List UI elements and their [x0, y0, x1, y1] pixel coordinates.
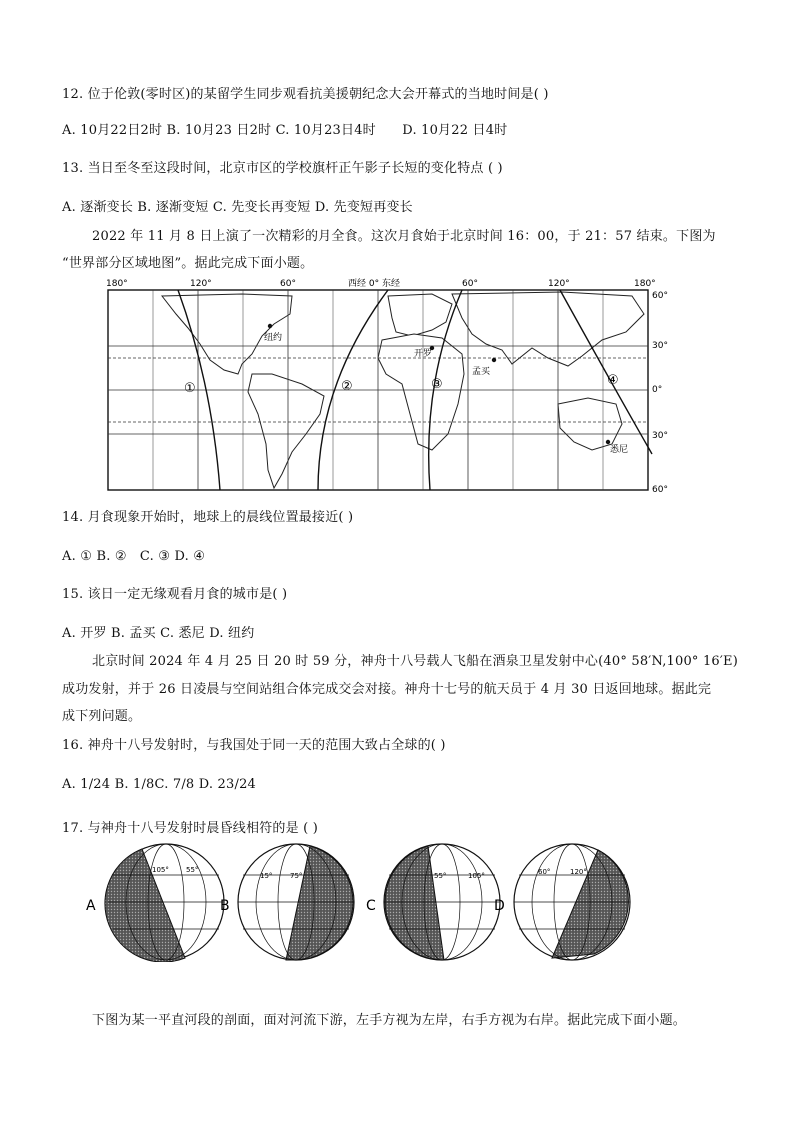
globe-d-letter: D: [494, 898, 505, 914]
globe-a-lon1: 105°: [152, 866, 169, 874]
q14-stem: 14. 月食现象开始时，地球上的晨线位置最接近( ): [62, 510, 354, 525]
city-newyork-dot: [268, 324, 272, 328]
marker-1: ①: [184, 381, 196, 396]
city-mumbai: 孟买: [472, 367, 491, 377]
globe-c: [366, 844, 500, 960]
city-newyork: 纽约: [264, 333, 283, 343]
lat-label-60s: 60°: [652, 485, 668, 495]
map-label-60w: 60°: [280, 279, 296, 289]
city-sydney: 悉尼: [610, 445, 629, 455]
lat-label-30s: 30°: [652, 431, 668, 441]
globe-d-lon2: 120°: [570, 868, 587, 876]
passage1-line2: “世界部分区域地图”。据此完成下面小题。: [62, 256, 314, 271]
world-map: [92, 274, 682, 496]
passage2-line2: 成功发射，并于 26 日凌晨与空间站组合体完成交会对接。神舟十七号的航天员于 4 月 30 日返回地球。据此完: [62, 682, 712, 697]
city-sydney-dot: [606, 440, 610, 444]
globe-b-lon1: 15°: [260, 872, 273, 880]
q15-stem: 15. 该日一定无缘观看月食的城市是( ): [62, 587, 288, 602]
q15-options: A. 开罗 B. 孟买 C. 悉尼 D. 纽约: [62, 626, 255, 641]
lat-label-0: 0°: [652, 385, 663, 395]
map-label-180e: 180°: [634, 279, 656, 289]
globe-b-lon2: 75°: [290, 872, 303, 880]
city-mumbai-dot: [492, 358, 496, 362]
q14-options: A. ① B. ② C. ③ D. ④: [62, 549, 206, 564]
marker-4: ④: [607, 373, 619, 388]
city-cairo: 开罗: [414, 349, 433, 359]
lat-label-60n: 60°: [652, 291, 668, 301]
globe-b: [220, 844, 354, 960]
passage2-line3: 成下列问题。: [62, 709, 142, 724]
lat-label-30n: 30°: [652, 341, 668, 351]
map-label-120e: 120°: [548, 279, 570, 289]
passage3-line1: 下图为某一平直河段的剖面，面对河流下游，左手方视为左岸，右手方视为右岸。据此完成下面小题。: [92, 1013, 687, 1028]
globe-a-lon2: 55°: [186, 866, 199, 874]
globe-c-lon1: 55°: [434, 872, 447, 880]
map-label-prime: 西经 0° 东经: [348, 279, 400, 289]
map-label-180w: 180°: [106, 279, 128, 289]
passage1-line1: 2022 年 11 月 8 日上演了一次精彩的月全食。这次月食始于北京时间 16：00，于 21：57 结束。下图为: [92, 229, 716, 244]
q16-options: A. 1/24 B. 1/8C. 7/8 D. 23/24: [62, 777, 257, 792]
q12-options: A. 10月22日2时 B. 10月23 日2时 C. 10月23日4时 D. 10月22 日4时: [62, 123, 508, 138]
marker-3: ③: [431, 377, 443, 392]
q13-stem: 13. 当日至冬至这段时间，北京市区的学校旗杆正午影子长短的变化特点 ( ): [62, 161, 503, 176]
globe-a-letter: A: [86, 898, 96, 914]
globes-figure: [80, 842, 640, 962]
q17-stem: 17. 与神舟十八号发射时晨昏线相符的是 ( ): [62, 821, 319, 836]
globe-b-letter: B: [220, 898, 230, 914]
q12-stem: 12. 位于伦敦(零时区)的某留学生同步观看抗美援朝纪念大会开幕式的当地时间是( ): [62, 87, 549, 102]
globe-a: [86, 844, 224, 962]
globe-d: [494, 844, 630, 960]
globe-c-lon2: 105°: [468, 872, 485, 880]
map-label-60e: 60°: [462, 279, 478, 289]
map-label-120w: 120°: [190, 279, 212, 289]
q16-stem: 16. 神舟十八号发射时，与我国处于同一天的范围大致占全球的( ): [62, 738, 446, 753]
globe-d-lon1: 60°: [538, 868, 551, 876]
globe-c-letter: C: [366, 898, 376, 914]
passage2-line1: 北京时间 2024 年 4 月 25 日 20 时 59 分，神舟十八号载人飞船在酒泉卫星发射中心(40° 58′N,100° 16′E): [92, 654, 739, 669]
marker-2: ②: [341, 379, 353, 394]
q13-options: A. 逐渐变长 B. 逐渐变短 C. 先变长再变短 D. 先变短再变长: [62, 200, 413, 215]
